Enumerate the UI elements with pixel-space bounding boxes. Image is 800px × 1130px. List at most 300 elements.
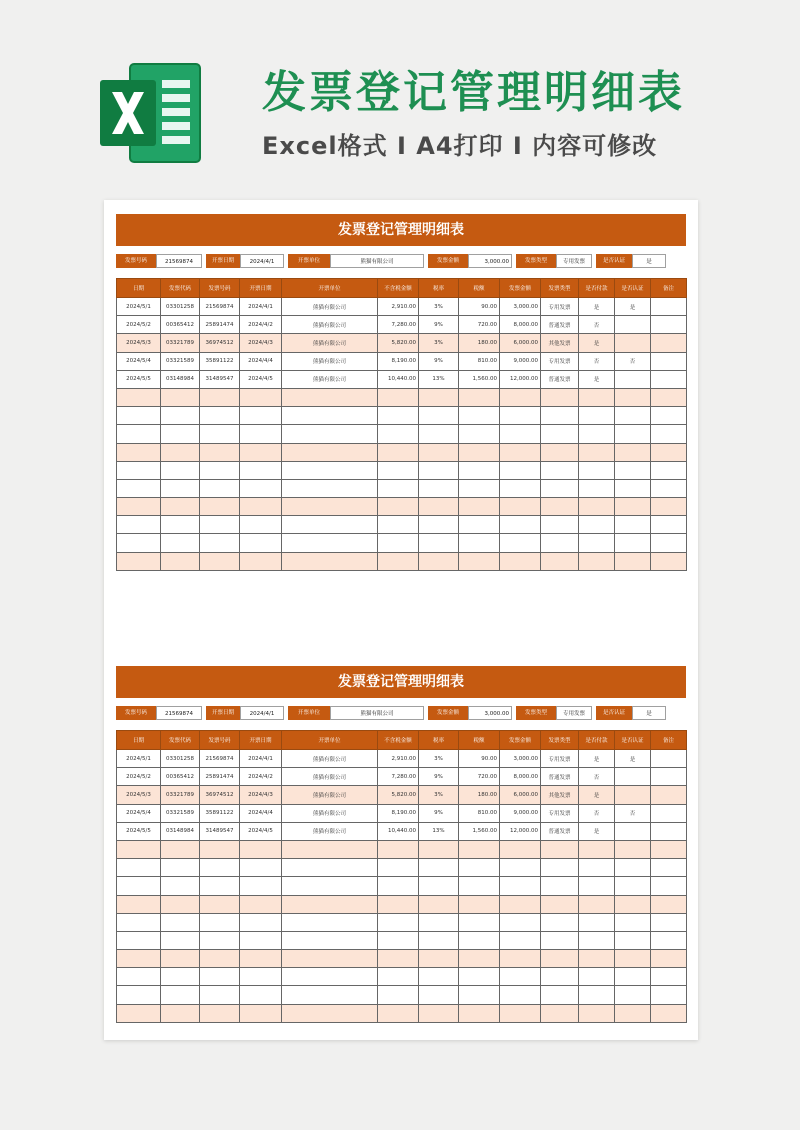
table-cell[interactable] (378, 388, 419, 406)
table-cell[interactable] (651, 840, 687, 858)
table-cell[interactable] (500, 895, 541, 913)
table-cell[interactable]: 6,000.00 (500, 786, 541, 804)
table-cell[interactable] (161, 840, 200, 858)
table-cell[interactable] (117, 877, 161, 895)
table-cell[interactable] (378, 877, 419, 895)
table-cell[interactable] (579, 388, 615, 406)
table-cell[interactable]: 1,560.00 (459, 370, 500, 388)
table-cell[interactable] (117, 913, 161, 931)
table-cell[interactable]: 8,000.00 (500, 316, 541, 334)
table-cell[interactable]: 03321589 (161, 352, 200, 370)
table-cell[interactable] (419, 986, 459, 1004)
table-cell[interactable] (240, 877, 282, 895)
table-cell[interactable] (651, 968, 687, 986)
table-cell[interactable]: 是 (579, 334, 615, 352)
table-cell[interactable]: 熊猫有限公司 (282, 334, 378, 352)
table-cell[interactable] (651, 786, 687, 804)
table-cell[interactable] (459, 968, 500, 986)
table-cell[interactable] (117, 516, 161, 534)
table-cell[interactable] (541, 950, 579, 968)
table-cell[interactable] (161, 968, 200, 986)
table-cell[interactable] (419, 840, 459, 858)
table-cell[interactable] (615, 534, 651, 552)
table-cell[interactable] (615, 968, 651, 986)
table-cell[interactable]: 3,000.00 (500, 750, 541, 768)
invoice-no-value[interactable]: 21569874 (156, 706, 202, 720)
table-cell[interactable] (282, 534, 378, 552)
table-cell[interactable] (378, 913, 419, 931)
table-cell[interactable] (419, 461, 459, 479)
table-cell[interactable] (200, 950, 240, 968)
table-cell[interactable] (419, 425, 459, 443)
table-cell[interactable] (459, 534, 500, 552)
amount-value[interactable]: 3,000.00 (468, 706, 512, 720)
table-cell[interactable]: 03321789 (161, 786, 200, 804)
table-cell[interactable] (161, 534, 200, 552)
table-cell[interactable] (579, 443, 615, 461)
table-cell[interactable] (240, 986, 282, 1004)
table-cell[interactable] (117, 443, 161, 461)
table-cell[interactable] (240, 913, 282, 931)
table-cell[interactable] (282, 895, 378, 913)
table-cell[interactable] (240, 534, 282, 552)
table-cell[interactable] (615, 913, 651, 931)
table-cell[interactable]: 熊猫有限公司 (282, 822, 378, 840)
table-cell[interactable] (459, 931, 500, 949)
table-cell[interactable] (500, 986, 541, 1004)
table-cell[interactable] (419, 877, 459, 895)
table-cell[interactable]: 2024/4/2 (240, 316, 282, 334)
table-cell[interactable] (541, 840, 579, 858)
table-cell[interactable] (579, 498, 615, 516)
table-cell[interactable]: 2024/4/3 (240, 334, 282, 352)
table-cell[interactable] (419, 968, 459, 986)
table-cell[interactable] (541, 877, 579, 895)
table-cell[interactable]: 熊猫有限公司 (282, 768, 378, 786)
table-cell[interactable] (200, 840, 240, 858)
table-cell[interactable] (579, 479, 615, 497)
table-cell[interactable] (579, 877, 615, 895)
table-cell[interactable] (117, 968, 161, 986)
table-cell[interactable]: 12,000.00 (500, 370, 541, 388)
table-cell[interactable] (419, 950, 459, 968)
table-cell[interactable]: 03321589 (161, 804, 200, 822)
table-cell[interactable] (500, 840, 541, 858)
table-cell[interactable] (615, 986, 651, 1004)
table-cell[interactable] (378, 443, 419, 461)
table-cell[interactable]: 普通发票 (541, 370, 579, 388)
table-cell[interactable]: 5,820.00 (378, 786, 419, 804)
table-cell[interactable] (117, 859, 161, 877)
table-cell[interactable] (378, 895, 419, 913)
table-cell[interactable]: 25891474 (200, 768, 240, 786)
table-cell[interactable] (579, 840, 615, 858)
table-cell[interactable] (378, 407, 419, 425)
table-cell[interactable]: 03148984 (161, 822, 200, 840)
table-cell[interactable]: 专用发票 (541, 298, 579, 316)
table-cell[interactable] (500, 877, 541, 895)
table-cell[interactable] (579, 968, 615, 986)
table-cell[interactable] (161, 931, 200, 949)
amount-value[interactable]: 3,000.00 (468, 254, 512, 268)
table-cell[interactable] (419, 388, 459, 406)
table-cell[interactable] (282, 443, 378, 461)
table-cell[interactable] (651, 461, 687, 479)
table-cell[interactable] (282, 552, 378, 570)
table-cell[interactable] (459, 461, 500, 479)
table-cell[interactable] (200, 516, 240, 534)
table-cell[interactable] (161, 986, 200, 1004)
table-cell[interactable]: 90.00 (459, 750, 500, 768)
type-value[interactable]: 专用发票 (556, 254, 592, 268)
table-cell[interactable] (200, 552, 240, 570)
table-cell[interactable] (117, 388, 161, 406)
table-cell[interactable] (161, 461, 200, 479)
table-cell[interactable] (240, 895, 282, 913)
table-cell[interactable] (500, 950, 541, 968)
table-cell[interactable]: 6,000.00 (500, 334, 541, 352)
table-cell[interactable]: 2024/4/1 (240, 298, 282, 316)
table-cell[interactable] (419, 534, 459, 552)
table-cell[interactable] (500, 931, 541, 949)
table-cell[interactable]: 810.00 (459, 804, 500, 822)
table-cell[interactable] (200, 443, 240, 461)
table-cell[interactable] (615, 516, 651, 534)
table-cell[interactable] (240, 859, 282, 877)
table-cell[interactable] (500, 968, 541, 986)
table-cell[interactable]: 2024/5/5 (117, 822, 161, 840)
date-value[interactable]: 2024/4/1 (240, 706, 284, 720)
table-cell[interactable] (378, 552, 419, 570)
table-cell[interactable] (161, 895, 200, 913)
table-cell[interactable] (378, 986, 419, 1004)
table-cell[interactable]: 31489547 (200, 370, 240, 388)
table-cell[interactable] (200, 913, 240, 931)
table-cell[interactable] (651, 822, 687, 840)
table-cell[interactable] (615, 950, 651, 968)
table-cell[interactable] (200, 479, 240, 497)
table-cell[interactable] (200, 895, 240, 913)
table-cell[interactable]: 否 (615, 804, 651, 822)
table-cell[interactable] (615, 859, 651, 877)
table-cell[interactable] (161, 1004, 200, 1022)
table-cell[interactable] (651, 298, 687, 316)
table-cell[interactable]: 否 (579, 804, 615, 822)
table-cell[interactable]: 8,190.00 (378, 804, 419, 822)
table-cell[interactable] (651, 1004, 687, 1022)
table-cell[interactable]: 03301258 (161, 750, 200, 768)
table-cell[interactable] (240, 388, 282, 406)
table-cell[interactable] (651, 407, 687, 425)
table-cell[interactable] (541, 425, 579, 443)
table-cell[interactable] (651, 534, 687, 552)
table-cell[interactable]: 否 (579, 352, 615, 370)
table-cell[interactable] (615, 461, 651, 479)
table-cell[interactable] (161, 950, 200, 968)
table-cell[interactable]: 3% (419, 786, 459, 804)
table-cell[interactable] (651, 334, 687, 352)
table-cell[interactable] (459, 986, 500, 1004)
table-cell[interactable] (615, 334, 651, 352)
table-cell[interactable] (240, 498, 282, 516)
table-cell[interactable] (282, 388, 378, 406)
table-cell[interactable] (117, 498, 161, 516)
table-cell[interactable]: 2024/5/4 (117, 352, 161, 370)
table-cell[interactable] (541, 968, 579, 986)
table-cell[interactable] (500, 534, 541, 552)
table-cell[interactable] (117, 534, 161, 552)
table-cell[interactable] (541, 913, 579, 931)
table-cell[interactable] (615, 895, 651, 913)
table-cell[interactable] (651, 931, 687, 949)
table-cell[interactable] (282, 516, 378, 534)
table-cell[interactable]: 2,910.00 (378, 298, 419, 316)
table-cell[interactable] (117, 461, 161, 479)
table-cell[interactable] (161, 552, 200, 570)
table-cell[interactable] (200, 461, 240, 479)
table-cell[interactable]: 00365412 (161, 316, 200, 334)
table-cell[interactable]: 36974512 (200, 334, 240, 352)
table-cell[interactable] (200, 498, 240, 516)
table-cell[interactable]: 9,000.00 (500, 804, 541, 822)
table-cell[interactable] (500, 443, 541, 461)
table-cell[interactable] (161, 407, 200, 425)
table-cell[interactable] (500, 498, 541, 516)
table-cell[interactable]: 是 (579, 370, 615, 388)
table-cell[interactable] (579, 425, 615, 443)
table-cell[interactable] (651, 443, 687, 461)
table-cell[interactable] (200, 425, 240, 443)
table-cell[interactable]: 2024/4/4 (240, 804, 282, 822)
table-cell[interactable] (161, 516, 200, 534)
table-cell[interactable] (161, 443, 200, 461)
table-cell[interactable] (459, 950, 500, 968)
table-cell[interactable]: 熊猫有限公司 (282, 750, 378, 768)
table-cell[interactable] (117, 1004, 161, 1022)
table-cell[interactable] (459, 388, 500, 406)
table-cell[interactable] (282, 968, 378, 986)
table-cell[interactable] (282, 840, 378, 858)
table-cell[interactable]: 普通发票 (541, 316, 579, 334)
table-cell[interactable]: 是 (579, 786, 615, 804)
table-cell[interactable] (282, 479, 378, 497)
table-cell[interactable] (200, 388, 240, 406)
table-cell[interactable] (282, 461, 378, 479)
table-cell[interactable] (419, 498, 459, 516)
table-cell[interactable] (651, 552, 687, 570)
table-cell[interactable] (200, 986, 240, 1004)
table-cell[interactable] (282, 950, 378, 968)
table-cell[interactable] (541, 931, 579, 949)
table-cell[interactable] (117, 425, 161, 443)
table-cell[interactable]: 03301258 (161, 298, 200, 316)
table-cell[interactable]: 35891122 (200, 352, 240, 370)
table-cell[interactable] (615, 407, 651, 425)
table-cell[interactable]: 2024/5/5 (117, 370, 161, 388)
table-cell[interactable] (541, 407, 579, 425)
table-cell[interactable]: 180.00 (459, 334, 500, 352)
table-cell[interactable] (651, 877, 687, 895)
table-cell[interactable] (500, 479, 541, 497)
table-cell[interactable] (240, 479, 282, 497)
table-cell[interactable] (378, 498, 419, 516)
table-cell[interactable] (419, 443, 459, 461)
table-cell[interactable]: 熊猫有限公司 (282, 352, 378, 370)
table-cell[interactable]: 720.00 (459, 768, 500, 786)
table-cell[interactable] (200, 877, 240, 895)
table-cell[interactable]: 3% (419, 750, 459, 768)
table-cell[interactable] (651, 986, 687, 1004)
table-cell[interactable] (378, 968, 419, 986)
table-cell[interactable]: 9,000.00 (500, 352, 541, 370)
table-cell[interactable] (117, 950, 161, 968)
table-cell[interactable] (419, 479, 459, 497)
table-cell[interactable] (500, 1004, 541, 1022)
issuer-value[interactable]: 熊猫有限公司 (330, 254, 424, 268)
table-cell[interactable] (579, 859, 615, 877)
table-cell[interactable] (200, 931, 240, 949)
table-cell[interactable] (541, 461, 579, 479)
table-cell[interactable] (240, 1004, 282, 1022)
table-cell[interactable]: 2024/4/2 (240, 768, 282, 786)
table-cell[interactable] (240, 425, 282, 443)
table-cell[interactable]: 专用发票 (541, 750, 579, 768)
table-cell[interactable] (378, 425, 419, 443)
table-cell[interactable] (282, 859, 378, 877)
table-cell[interactable] (579, 552, 615, 570)
table-cell[interactable]: 是 (615, 298, 651, 316)
table-cell[interactable]: 其他发票 (541, 786, 579, 804)
table-cell[interactable] (419, 407, 459, 425)
table-cell[interactable] (378, 840, 419, 858)
table-cell[interactable]: 9% (419, 316, 459, 334)
table-cell[interactable] (378, 950, 419, 968)
table-cell[interactable]: 是 (615, 750, 651, 768)
table-cell[interactable] (240, 968, 282, 986)
table-cell[interactable] (541, 552, 579, 570)
table-cell[interactable] (541, 479, 579, 497)
table-cell[interactable] (117, 931, 161, 949)
table-cell[interactable] (651, 804, 687, 822)
type-value[interactable]: 专用发票 (556, 706, 592, 720)
table-cell[interactable]: 3,000.00 (500, 298, 541, 316)
table-cell[interactable] (541, 443, 579, 461)
table-cell[interactable] (579, 986, 615, 1004)
table-cell[interactable] (615, 316, 651, 334)
table-cell[interactable]: 00365412 (161, 768, 200, 786)
table-cell[interactable]: 7,280.00 (378, 316, 419, 334)
table-cell[interactable] (200, 534, 240, 552)
table-cell[interactable] (459, 498, 500, 516)
table-cell[interactable]: 是 (579, 750, 615, 768)
table-cell[interactable] (579, 913, 615, 931)
table-cell[interactable] (651, 750, 687, 768)
table-cell[interactable]: 2024/5/3 (117, 334, 161, 352)
table-cell[interactable] (161, 913, 200, 931)
table-cell[interactable]: 12,000.00 (500, 822, 541, 840)
table-cell[interactable] (240, 552, 282, 570)
table-cell[interactable] (651, 913, 687, 931)
table-cell[interactable]: 其他发票 (541, 334, 579, 352)
certified-value[interactable]: 是 (632, 254, 666, 268)
table-cell[interactable]: 普通发票 (541, 768, 579, 786)
table-cell[interactable] (459, 859, 500, 877)
table-cell[interactable]: 180.00 (459, 786, 500, 804)
table-cell[interactable] (500, 461, 541, 479)
table-cell[interactable]: 13% (419, 822, 459, 840)
table-cell[interactable] (615, 877, 651, 895)
table-cell[interactable]: 21569874 (200, 298, 240, 316)
table-cell[interactable]: 2024/4/5 (240, 370, 282, 388)
table-cell[interactable]: 10,440.00 (378, 822, 419, 840)
table-cell[interactable] (282, 1004, 378, 1022)
table-cell[interactable] (282, 913, 378, 931)
table-cell[interactable] (651, 388, 687, 406)
table-cell[interactable]: 25891474 (200, 316, 240, 334)
table-cell[interactable] (419, 931, 459, 949)
table-cell[interactable] (240, 840, 282, 858)
table-cell[interactable] (500, 516, 541, 534)
table-cell[interactable]: 2024/4/1 (240, 750, 282, 768)
table-cell[interactable] (459, 443, 500, 461)
table-cell[interactable] (579, 534, 615, 552)
table-cell[interactable] (240, 950, 282, 968)
table-cell[interactable]: 36974512 (200, 786, 240, 804)
table-cell[interactable] (459, 1004, 500, 1022)
table-cell[interactable]: 专用发票 (541, 804, 579, 822)
table-cell[interactable] (240, 931, 282, 949)
table-cell[interactable]: 13% (419, 370, 459, 388)
table-cell[interactable] (615, 1004, 651, 1022)
table-cell[interactable] (579, 407, 615, 425)
table-cell[interactable]: 35891122 (200, 804, 240, 822)
table-cell[interactable]: 3% (419, 298, 459, 316)
table-cell[interactable]: 810.00 (459, 352, 500, 370)
table-cell[interactable]: 7,280.00 (378, 768, 419, 786)
table-cell[interactable] (500, 388, 541, 406)
table-cell[interactable] (459, 425, 500, 443)
table-cell[interactable] (117, 840, 161, 858)
table-cell[interactable] (651, 768, 687, 786)
table-cell[interactable] (419, 1004, 459, 1022)
table-cell[interactable] (500, 859, 541, 877)
table-cell[interactable] (378, 516, 419, 534)
table-cell[interactable] (161, 877, 200, 895)
table-cell[interactable] (117, 552, 161, 570)
table-cell[interactable] (615, 840, 651, 858)
table-cell[interactable] (419, 913, 459, 931)
table-cell[interactable] (615, 552, 651, 570)
table-cell[interactable] (282, 931, 378, 949)
table-cell[interactable] (651, 516, 687, 534)
table-cell[interactable] (117, 407, 161, 425)
table-cell[interactable] (651, 352, 687, 370)
table-cell[interactable] (615, 931, 651, 949)
table-cell[interactable] (579, 1004, 615, 1022)
table-cell[interactable] (240, 461, 282, 479)
table-cell[interactable] (615, 498, 651, 516)
table-cell[interactable]: 9% (419, 352, 459, 370)
date-value[interactable]: 2024/4/1 (240, 254, 284, 268)
table-cell[interactable] (378, 1004, 419, 1022)
table-cell[interactable] (378, 859, 419, 877)
table-cell[interactable] (579, 950, 615, 968)
table-cell[interactable]: 9% (419, 768, 459, 786)
table-cell[interactable] (500, 552, 541, 570)
table-cell[interactable]: 否 (615, 352, 651, 370)
table-cell[interactable] (240, 443, 282, 461)
table-cell[interactable]: 熊猫有限公司 (282, 370, 378, 388)
